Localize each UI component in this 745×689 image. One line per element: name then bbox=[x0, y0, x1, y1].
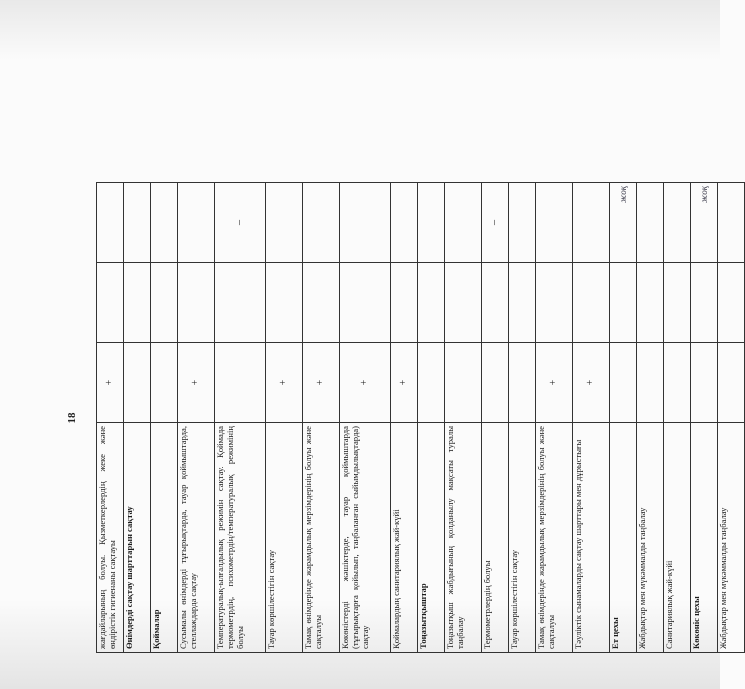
mark-cell bbox=[266, 263, 303, 343]
table-row bbox=[215, 183, 266, 653]
criterion-text: Жабдықтар мен мүкәммалды таңбалау bbox=[637, 423, 664, 653]
handwritten-note: жоқ bbox=[610, 183, 637, 263]
criterion-text: Санитариялық жай-күйі bbox=[664, 423, 691, 653]
table-row bbox=[97, 183, 124, 653]
section-title: Қоймалар bbox=[151, 423, 178, 653]
mark-cell: – bbox=[215, 183, 266, 263]
mark-cell bbox=[718, 183, 745, 263]
mark-cell bbox=[124, 263, 151, 343]
section-title: Тоңазытқыштар bbox=[418, 423, 445, 653]
table-row bbox=[637, 183, 664, 653]
table-row bbox=[536, 183, 573, 653]
table-row bbox=[266, 183, 303, 653]
mark-cell bbox=[151, 183, 178, 263]
mark-cell bbox=[340, 263, 391, 343]
table-row bbox=[573, 183, 610, 653]
mark-cell bbox=[573, 183, 610, 263]
criterion-text: Термометрлердің болуы bbox=[482, 423, 509, 653]
criterion-text: Тауар көршілестігін сақтау bbox=[509, 423, 536, 653]
mark-cell bbox=[610, 263, 637, 343]
criterion-text: Қоймалардың санитариялық жай-күйі bbox=[391, 423, 418, 653]
mark-cell bbox=[637, 183, 664, 263]
table-row bbox=[445, 183, 482, 653]
mark-cell bbox=[610, 343, 637, 423]
criterion-text: жағдайларының болуы. Қызметкерлердің жеке және өндірістік гигиенаны сақтауы bbox=[97, 423, 124, 653]
criterion-text: Тәуліктік сынамаларды сақтау шарттары мен дұрыстығы bbox=[573, 423, 610, 653]
mark-cell bbox=[418, 263, 445, 343]
criterion-text: Тамақ өнімдерінде жарамдылық мерзімдерінің болуы және сақталуы bbox=[536, 423, 573, 653]
mark-cell bbox=[691, 263, 718, 343]
mark-cell bbox=[691, 343, 718, 423]
mark-cell bbox=[536, 263, 573, 343]
section-row bbox=[691, 183, 718, 653]
table-row bbox=[340, 183, 391, 653]
mark-cell bbox=[664, 263, 691, 343]
mark-cell bbox=[664, 183, 691, 263]
criterion-text: Температуралық-ылғалдылық режимін сақтау. Қоймада термометрдің, психометрдің/температуралық режимінің болуы bbox=[215, 423, 266, 653]
mark-cell bbox=[445, 343, 482, 423]
mark-cell bbox=[124, 183, 151, 263]
mark-cell bbox=[509, 263, 536, 343]
table-row bbox=[509, 183, 536, 653]
mark-cell bbox=[445, 183, 482, 263]
section-title: Көкөніс цехы bbox=[691, 423, 718, 653]
section-row bbox=[610, 183, 637, 653]
page-number: 18 bbox=[66, 412, 78, 424]
handwritten-note: жоқ bbox=[691, 183, 718, 263]
criterion-text: Тауар көршілестігін сақтау bbox=[266, 423, 303, 653]
mark-cell bbox=[97, 263, 124, 343]
mark-cell: + bbox=[97, 343, 124, 423]
inspection-checklist-table bbox=[96, 182, 745, 653]
mark-cell bbox=[445, 263, 482, 343]
criterion-text: Тоңазытқыш жабдығының қолданылу мақсаты туралы таңбалау bbox=[445, 423, 482, 653]
mark-cell bbox=[215, 263, 266, 343]
table-row bbox=[178, 183, 215, 653]
mark-cell bbox=[482, 343, 509, 423]
section-title: Өнімдерді сақтау шарттарын сақтау bbox=[124, 423, 151, 653]
mark-cell bbox=[573, 263, 610, 343]
table-row bbox=[391, 183, 418, 653]
mark-cell bbox=[482, 263, 509, 343]
criterion-text: Тамақ өнімдерінде жарамдылық мерзімдерінің болуы және сақталуы bbox=[303, 423, 340, 653]
table-row bbox=[664, 183, 691, 653]
section-row bbox=[124, 183, 151, 653]
mark-cell bbox=[418, 183, 445, 263]
mark-cell bbox=[509, 343, 536, 423]
mark-cell bbox=[509, 183, 536, 263]
mark-cell: + bbox=[536, 343, 573, 423]
mark-cell bbox=[637, 263, 664, 343]
section-title: Ет цехы bbox=[610, 423, 637, 653]
mark-cell bbox=[418, 343, 445, 423]
mark-cell: + bbox=[573, 343, 610, 423]
rotated-document-page bbox=[66, 183, 728, 653]
mark-cell bbox=[637, 343, 664, 423]
mark-cell: + bbox=[303, 343, 340, 423]
mark-cell bbox=[266, 183, 303, 263]
section-row bbox=[418, 183, 445, 653]
mark-cell: + bbox=[266, 343, 303, 423]
mark-cell bbox=[718, 263, 745, 343]
mark-cell bbox=[97, 183, 124, 263]
mark-cell bbox=[391, 183, 418, 263]
scan-shadow-top bbox=[0, 0, 720, 60]
table-row bbox=[482, 183, 509, 653]
mark-cell bbox=[340, 183, 391, 263]
mark-cell bbox=[303, 183, 340, 263]
mark-cell bbox=[178, 183, 215, 263]
mark-cell bbox=[303, 263, 340, 343]
mark-cell bbox=[391, 263, 418, 343]
mark-cell bbox=[151, 343, 178, 423]
mark-cell bbox=[536, 183, 573, 263]
mark-cell bbox=[124, 343, 151, 423]
mark-cell bbox=[718, 343, 745, 423]
mark-cell: – bbox=[482, 183, 509, 263]
table-row bbox=[303, 183, 340, 653]
criterion-text: Сусымалы өнімдерді тұғырықтарда, тауар қоймыштарда, стеллаждарда сақтау bbox=[178, 423, 215, 653]
criterion-text: Көкөністерді жәшіктерде, тауар қоймыштарда (тұғырықтарға қойылып, таңбаланған сыйымдылықтарда) сақтау bbox=[340, 423, 391, 653]
mark-cell: + bbox=[178, 343, 215, 423]
mark-cell: + bbox=[340, 343, 391, 423]
mark-cell bbox=[151, 263, 178, 343]
mark-cell bbox=[178, 263, 215, 343]
criterion-text: Жабдықтар мен мүкәммалды таңбалау bbox=[718, 423, 745, 653]
mark-cell bbox=[215, 343, 266, 423]
mark-cell bbox=[664, 343, 691, 423]
mark-cell: + bbox=[391, 343, 418, 423]
table-row bbox=[718, 183, 745, 653]
section-row bbox=[151, 183, 178, 653]
